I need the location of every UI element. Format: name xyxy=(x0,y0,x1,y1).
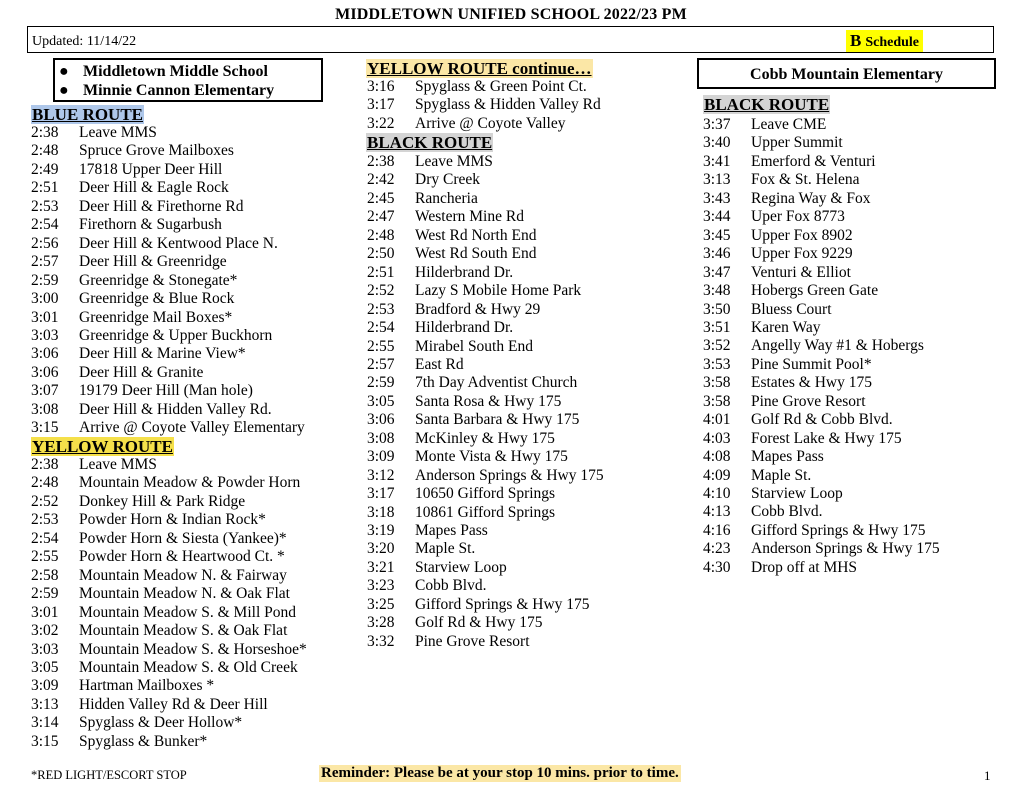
stop-name: Leave CME xyxy=(751,116,827,133)
stop-name: Hidden Valley Rd & Deer Hill xyxy=(79,695,268,713)
bullet-icon: ● xyxy=(59,82,69,99)
stop-name: Maple St. xyxy=(751,466,812,484)
stop-time: 3:43 xyxy=(703,189,731,207)
stop-time: 3:08 xyxy=(367,429,395,447)
stop-time: 4:13 xyxy=(703,503,731,521)
stop-time: 2:45 xyxy=(367,189,395,207)
stop-name: Deer Hill & Eagle Rock xyxy=(79,179,229,197)
stop-time: 3:08 xyxy=(31,400,59,418)
stop-time: 3:48 xyxy=(703,282,731,300)
stop-name: Drop off at MHS xyxy=(751,558,858,576)
stop-time: 3:15 xyxy=(31,419,59,437)
stop-name: Spyglass & Hidden Valley Rd xyxy=(415,96,601,114)
stop-time: 2:59 xyxy=(31,271,59,289)
stop-time: 3:06 xyxy=(31,345,59,363)
stop-time: 2:48 xyxy=(367,226,395,244)
stop-time: 3:18 xyxy=(367,503,395,521)
stop-name: Deer Hill & Greenridge xyxy=(79,253,227,271)
stop-time: 4:30 xyxy=(703,558,731,576)
stop-time: 2:48 xyxy=(31,142,59,160)
stop-name: Upper Summit xyxy=(751,134,843,152)
stop-time: 2:51 xyxy=(367,263,395,281)
stop-time: 2:38 xyxy=(31,124,59,141)
stop-time: 2:47 xyxy=(367,208,395,226)
stop-time: 3:00 xyxy=(31,290,59,308)
stop-name: Golf Rd & Hwy 175 xyxy=(415,614,543,632)
stop-time: 3:37 xyxy=(703,116,731,133)
stop-name: Bluess Court xyxy=(751,300,832,318)
stop-time: 4:10 xyxy=(703,485,731,502)
stop-time: 3:14 xyxy=(31,714,59,732)
stop-name: Greenridge & Upper Buckhorn xyxy=(79,326,273,344)
stop-name: Starview Loop xyxy=(751,485,843,502)
stop-time: 2:57 xyxy=(31,253,59,271)
stop-name: Spruce Grove Mailboxes xyxy=(79,142,234,160)
stop-time: 2:54 xyxy=(31,216,59,234)
stop-name: Pine Summit Pool* xyxy=(751,355,872,373)
yellow-continue-heading: YELLOW ROUTE continue… xyxy=(367,59,592,78)
stop-time: 3:17 xyxy=(367,485,395,503)
stop-time: 3:16 xyxy=(367,78,395,95)
stop-name: Mirabel South End xyxy=(415,337,533,355)
stop-name: Donkey Hill & Park Ridge xyxy=(79,492,246,510)
schedule-label xyxy=(846,30,923,52)
stop-time: 3:46 xyxy=(703,245,731,263)
stop-name: East Rd xyxy=(415,355,464,373)
stop-time: 2:48 xyxy=(31,474,59,492)
stop-time: 2:52 xyxy=(31,492,59,510)
stop-time: 3:25 xyxy=(367,595,395,613)
stop-time: 3:40 xyxy=(703,134,731,152)
stop-name: Greenridge Mail Boxes* xyxy=(79,308,233,326)
stop-name: Upper Fox 8902 xyxy=(751,226,853,244)
stop-time: 2:59 xyxy=(31,585,59,603)
school-name: Middletown Middle School xyxy=(83,63,268,80)
stop-name: Cobb Blvd. xyxy=(415,577,487,595)
stop-name: Regina Way & Fox xyxy=(751,189,871,207)
stop-time: 3:23 xyxy=(367,577,395,595)
stop-time: 3:09 xyxy=(367,448,395,466)
stop-time: 2:57 xyxy=(367,355,395,373)
stop-time: 3:07 xyxy=(31,382,59,400)
stop-time: 2:56 xyxy=(31,234,59,252)
stop-time: 3:15 xyxy=(31,732,59,750)
stop-time: 2:49 xyxy=(31,160,59,178)
stop-time: 3:05 xyxy=(31,658,59,676)
stop-name: 17818 Upper Deer Hill xyxy=(79,160,223,178)
stop-name: Gifford Springs & Hwy 175 xyxy=(751,521,926,539)
stop-name: Lazy S Mobile Home Park xyxy=(415,282,582,300)
stop-time: 2:53 xyxy=(31,511,59,529)
stop-name: Deer Hill & Hidden Valley Rd. xyxy=(79,400,272,418)
bullet-icon: ● xyxy=(59,63,69,80)
stop-time: 4:09 xyxy=(703,466,731,484)
stop-name: 10861 Gifford Springs xyxy=(415,503,556,521)
stop-time: 2:54 xyxy=(31,529,59,547)
stop-name: Starview Loop xyxy=(415,558,507,576)
stop-name: Arrive @ Coyote Valley xyxy=(415,114,566,132)
updated-bar xyxy=(27,26,994,53)
stop-time: 3:45 xyxy=(703,226,731,244)
stop-name: Firethorn & Sugarbush xyxy=(79,216,222,234)
stop-name: Deer Hill & Firethorne Rd xyxy=(79,197,244,215)
stop-time: 3:22 xyxy=(367,114,395,132)
stop-name: Deer Hill & Kentwood Place N. xyxy=(79,234,278,252)
updated-date: Updated: 11/14/22 xyxy=(32,34,137,49)
footer-note: *RED LIGHT/ESCORT STOP xyxy=(31,768,187,782)
stop-name: Hilderbrand Dr. xyxy=(415,319,514,337)
stop-time: 4:23 xyxy=(703,540,731,558)
stop-name: Santa Rosa & Hwy 175 xyxy=(415,392,562,410)
stop-name: Arrive @ Coyote Valley Elementary xyxy=(79,419,305,437)
reminder-text: Reminder: Please be at your stop 10 mins. prior to time. xyxy=(321,765,679,781)
stop-name: West Rd North End xyxy=(415,226,537,244)
stop-time: 2:50 xyxy=(367,245,395,263)
stop-name: Golf Rd & Cobb Blvd. xyxy=(751,411,893,429)
stop-name: Emerford & Venturi xyxy=(751,152,876,170)
stop-time: 2:53 xyxy=(31,197,59,215)
schedule-word: Schedule xyxy=(865,35,920,50)
stop-name: Karen Way xyxy=(751,318,821,336)
stop-name: 7th Day Adventist Church xyxy=(415,374,578,392)
stop-name: Mountain Meadow S. & Oak Flat xyxy=(79,622,288,640)
stop-name: Maple St. xyxy=(415,540,476,558)
stop-time: 3:09 xyxy=(31,677,59,695)
stop-time: 2:38 xyxy=(367,153,395,170)
stop-time: 3:05 xyxy=(367,392,395,410)
stop-time: 3:58 xyxy=(703,374,731,392)
stop-name: Leave MMS xyxy=(79,124,157,141)
stop-name: Estates & Hwy 175 xyxy=(751,374,872,392)
stop-time: 3:13 xyxy=(31,695,59,713)
stop-name: West Rd South End xyxy=(415,245,537,263)
stop-time: 3:41 xyxy=(703,152,731,170)
stop-name: 19179 Deer Hill (Man hole) xyxy=(79,382,253,400)
stop-name: Deer Hill & Marine View* xyxy=(79,345,246,363)
stop-time: 3:52 xyxy=(703,337,731,355)
stop-name: Venturi & Elliot xyxy=(751,263,851,281)
stop-name: Leave MMS xyxy=(415,153,493,170)
stop-name: Spyglass & Green Point Ct. xyxy=(415,78,587,95)
stop-time: 2:55 xyxy=(31,548,59,566)
stop-name: 10650 Gifford Springs xyxy=(415,485,556,503)
stop-name: Anderson Springs & Hwy 175 xyxy=(751,540,940,558)
blue-route-heading: BLUE ROUTE xyxy=(32,105,143,124)
stop-name: Mapes Pass xyxy=(415,522,488,539)
stop-name: Powder Horn & Heartwood Ct. * xyxy=(79,548,285,566)
stop-time: 2:51 xyxy=(31,179,59,197)
schedule-letter: B xyxy=(850,31,862,50)
stop-name: Mountain Meadow N. & Fairway xyxy=(79,566,287,584)
stop-time: 3:21 xyxy=(367,558,395,576)
stop-name: Gifford Springs & Hwy 175 xyxy=(415,595,590,613)
stop-name: Spyglass & Deer Hollow* xyxy=(79,714,243,732)
stop-time: 3:13 xyxy=(703,171,731,189)
stop-time: 3:28 xyxy=(367,614,395,632)
stop-time: 4:03 xyxy=(703,429,731,447)
stop-name: Western Mine Rd xyxy=(415,208,524,226)
stop-time: 3:32 xyxy=(367,632,395,650)
black-route-mid-heading: BLACK ROUTE xyxy=(367,133,493,152)
stop-name: Cobb Blvd. xyxy=(751,503,823,521)
stop-time: 4:01 xyxy=(703,411,731,429)
stop-time: 3:50 xyxy=(703,300,731,318)
stop-name: Mapes Pass xyxy=(751,448,824,466)
stop-time: 3:17 xyxy=(367,96,395,114)
stop-name: Hilderbrand Dr. xyxy=(415,263,514,281)
stop-name: Mountain Meadow S. & Mill Pond xyxy=(79,603,297,621)
stop-name: Rancheria xyxy=(415,189,478,207)
stop-name: Powder Horn & Siesta (Yankee)* xyxy=(79,529,287,547)
stop-name: Dry Creek xyxy=(415,171,480,189)
stop-name: Mountain Meadow S. & Old Creek xyxy=(79,658,298,676)
stop-name: Greenridge & Stonegate* xyxy=(79,271,238,289)
stop-name: Leave MMS xyxy=(79,456,157,473)
stop-time: 3:03 xyxy=(31,640,59,658)
stop-time: 3:58 xyxy=(703,392,731,410)
stop-name: McKinley & Hwy 175 xyxy=(415,429,555,447)
page-title: MIDDLETOWN UNIFIED SCHOOL 2022/23 PM xyxy=(335,6,687,23)
stop-time: 3:53 xyxy=(703,355,731,373)
stop-name: Greenridge & Blue Rock xyxy=(79,290,235,308)
stop-name: Mountain Meadow S. & Horseshoe* xyxy=(79,640,307,658)
black-route-right-heading: BLACK ROUTE xyxy=(704,95,830,114)
stop-name: Powder Horn & Indian Rock* xyxy=(79,511,266,529)
stop-time: 3:06 xyxy=(367,411,395,429)
stop-time: 2:54 xyxy=(367,319,395,337)
stop-name: Uper Fox 8773 xyxy=(751,208,845,226)
schools-box xyxy=(53,58,323,102)
stop-name: Santa Barbara & Hwy 175 xyxy=(415,411,580,429)
yellow-route-heading: YELLOW ROUTE xyxy=(32,437,173,456)
stop-time: 2:55 xyxy=(367,337,395,355)
stop-time: 3:01 xyxy=(31,603,59,621)
stop-time: 3:19 xyxy=(367,522,395,539)
stop-name: Upper Fox 9229 xyxy=(751,245,853,263)
stop-time: 2:52 xyxy=(367,282,395,300)
stop-name: Bradford & Hwy 29 xyxy=(415,300,541,318)
stop-name: Spyglass & Bunker* xyxy=(79,732,208,750)
stop-name: Anderson Springs & Hwy 175 xyxy=(415,466,604,484)
stop-time: 2:59 xyxy=(367,374,395,392)
stop-time: 3:12 xyxy=(367,466,395,484)
stop-name: Angelly Way #1 & Hobergs xyxy=(751,337,924,355)
stop-name: Pine Grove Resort xyxy=(751,392,866,410)
cobb-school-box: Cobb Mountain Elementary xyxy=(697,58,996,89)
stop-time: 2:53 xyxy=(367,300,395,318)
stop-name: Fox & St. Helena xyxy=(751,171,860,189)
stop-time: 3:02 xyxy=(31,622,59,640)
stop-time: 2:58 xyxy=(31,566,59,584)
page-number: 1 xyxy=(984,768,991,783)
stop-time: 3:06 xyxy=(31,363,59,381)
stop-time: 3:51 xyxy=(703,318,731,336)
school-name: Minnie Cannon Elementary xyxy=(83,82,275,99)
stop-name: Mountain Meadow & Powder Horn xyxy=(79,474,301,492)
stop-time: 4:16 xyxy=(703,521,731,539)
stop-time: 3:44 xyxy=(703,208,731,226)
stop-name: Pine Grove Resort xyxy=(415,632,530,650)
stop-name: Monte Vista & Hwy 175 xyxy=(415,448,568,466)
stop-time: 3:20 xyxy=(367,540,395,558)
stop-time: 2:42 xyxy=(367,171,395,189)
stop-name: Hobergs Green Gate xyxy=(751,282,879,300)
stop-name: Hartman Mailboxes * xyxy=(79,677,215,695)
stop-time: 3:47 xyxy=(703,263,731,281)
stop-name: Mountain Meadow N. & Oak Flat xyxy=(79,585,290,603)
stop-time: 4:08 xyxy=(703,448,731,466)
stop-time: 3:03 xyxy=(31,326,59,344)
stop-time: 3:01 xyxy=(31,308,59,326)
stop-time: 2:38 xyxy=(31,456,59,473)
stop-name: Deer Hill & Granite xyxy=(79,363,204,381)
stop-name: Forest Lake & Hwy 175 xyxy=(751,429,902,447)
